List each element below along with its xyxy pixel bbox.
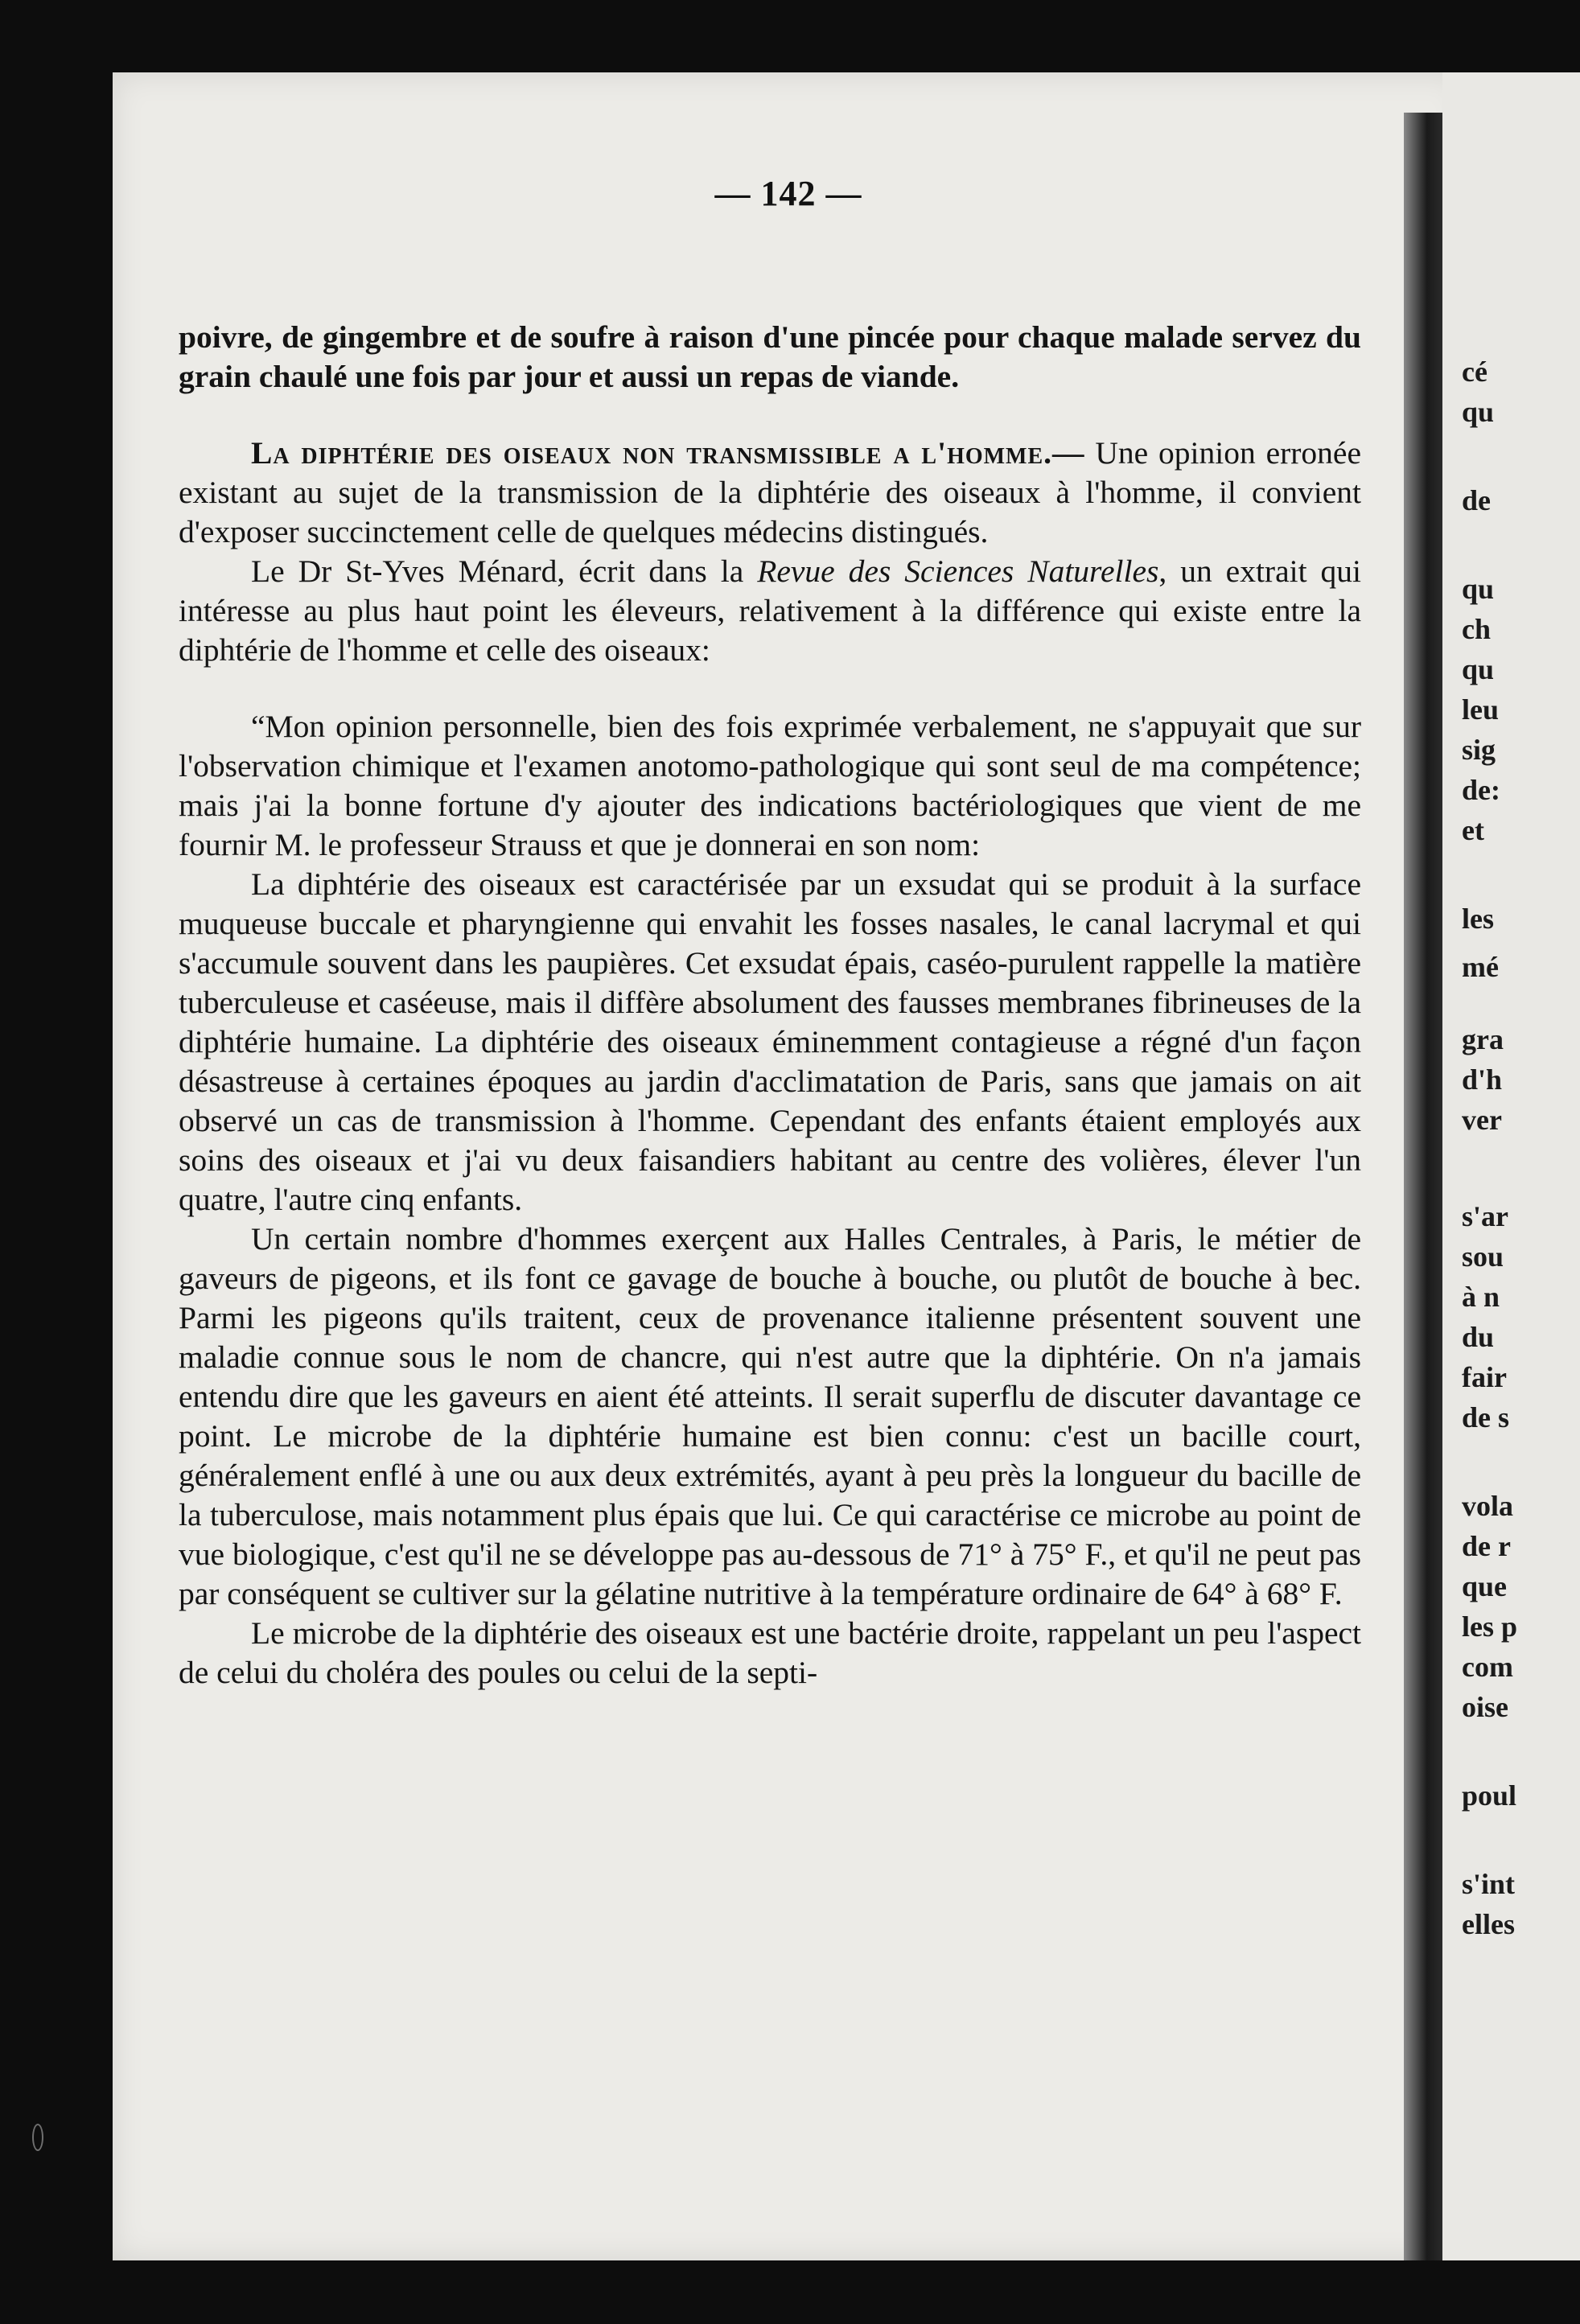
- paragraph-heading-diphtherie: [179, 434, 1361, 552]
- next-page-fragment: qu: [1462, 573, 1495, 605]
- next-page-fragment: s'int: [1462, 1868, 1516, 1900]
- next-page-fragment: à n: [1462, 1281, 1500, 1313]
- paragraph-menard: [179, 552, 1361, 670]
- next-page-fragment: poul: [1462, 1779, 1517, 1812]
- next-page-fragment: mé: [1462, 951, 1499, 983]
- book-gutter: [1404, 113, 1442, 2260]
- next-page-fragment: de r: [1462, 1530, 1511, 1562]
- paragraph-halles-centrales: Un certain nombre d'hommes exerçent aux Halles Centrales, à Paris, le métier de gaveurs de pigeons, et ils font ce gavage de bouche à bouche, ou plutôt de bouche à bec. Parmi les pigeons qu'ils traitent, ceux de provenance italienne présentent souvent une maladie connue sous le nom de chancre, qui n'est autre que la diphtérie. On n'a jamais entendu dire que les gaveurs en aient été atteints. Il serait superflu de discuter davantage ce point. Le microbe de la diphtérie humaine est bien connu: c'est un bacille court, généralement enflé à une ou aux deux extrémités, ayant à peu près la longueur du bacille de la tuberculose, mais notamment plus épais que lui. Ce qui caractérise ce microbe au point de vue biologique, c'est qu'il ne se développe pas au-dessous de 71° à 75° F., et qu'il ne peut pas par conséquent se cultiver sur la gélatine nutritive à la température ordinaire de 64° à 68° F.: [179, 1221, 1361, 1611]
- paragraph-diphtherie-oiseaux: La diphtérie des oiseaux est caractérisée par un exsudat qui se produit à la surface muqueuse buccale et pharyngienne qui envahit les fosses nasales, le canal lacrymal et qui s'accumule souvent dans les paupières. Cet exsudat épais, caséo-purulent rappelle la matière tuberculeuse et caséeuse, mais il diffère absolument des fausses membranes fibrineuses de la diphtérie humaine. La diphtérie des oiseaux éminemment contagieuse a régné d'un façon désastreuse à certaines époques au jardin d'acclimatation de Paris, sans que jamais on ait observé un cas de transmission à l'homme. Cependant des enfants étaient employés aux soins des oiseaux et j'ai vu deux faisandiers habitant au centre des volières, élever l'un quatre, l'autre cinq enfants.: [179, 866, 1361, 1217]
- next-page-fragment: les p: [1462, 1610, 1518, 1643]
- paragraph-continued: poivre, de gingembre et de soufre à raison d'une pincée pour chaque malade servez du grain chaulé une fois par jour et aussi un repas de viande.: [179, 319, 1361, 394]
- next-page-fragment: de s: [1462, 1401, 1510, 1433]
- next-page-fragment: et: [1462, 814, 1484, 846]
- section-heading: La diphtérie des oiseaux non transmissible a l'homme.—: [251, 435, 1085, 471]
- next-page-fragment: de:: [1462, 774, 1500, 806]
- paragraph-text: , un extrait qui intéresse au plus haut point les éleveurs, relativement à la différence qui existe entre la diphtérie de l'homme et celle des oiseaux:: [179, 553, 1362, 668]
- next-page-fragment: cé: [1462, 356, 1487, 388]
- next-page-fragment: qu: [1462, 396, 1495, 428]
- paragraph-text: Une opinion erronée existant au sujet de la transmission de la diphtérie des oiseaux à l'homme, il convient d'exposer succinctement celle de quelques médecins distingués.: [179, 435, 1361, 549]
- paragraph-microbe: Le microbe de la diphtérie des oiseaux est une bactérie droite, rappelant un peu l'aspect de celui du choléra des poules ou celui de la septi-: [179, 1615, 1361, 1690]
- next-page-fragment: s'ar: [1462, 1200, 1508, 1232]
- next-page-fragment: gra: [1462, 1023, 1504, 1055]
- next-page-fragment: ch: [1462, 613, 1491, 645]
- next-page-fragment: d'h: [1462, 1063, 1503, 1096]
- next-page-fragment: ver: [1462, 1104, 1502, 1136]
- next-page-fragment: de: [1462, 484, 1491, 516]
- next-page-fragment: du: [1462, 1321, 1495, 1353]
- next-page-fragment: que: [1462, 1570, 1508, 1602]
- next-page-fragment: qu: [1462, 653, 1495, 685]
- next-page-fragment: leu: [1462, 693, 1500, 726]
- journal-title: Revue des Sciences Naturelles: [757, 553, 1159, 589]
- next-page-fragment: com: [1462, 1651, 1513, 1683]
- next-page-fragment: elles: [1462, 1908, 1515, 1940]
- scan-artifact: [32, 2124, 43, 2151]
- paragraph-text: Le Dr St-Yves Ménard, écrit dans la: [251, 553, 758, 589]
- next-page-fragment: oise: [1462, 1691, 1508, 1723]
- next-page-fragment: sou: [1462, 1240, 1504, 1273]
- next-page-fragment: les: [1462, 903, 1494, 935]
- next-page-fragment: fair: [1462, 1361, 1507, 1393]
- next-page-fragment: sig: [1462, 734, 1496, 766]
- paragraph-quote-opinion: “Mon opinion personnelle, bien des fois exprimée verbalement, ne s'appuyait que sur l'observation chimique et l'examen anotomo-pathologique qui sont seul de ma compétence; mais j'ai la bonne fortune d'y ajouter des indications bactériologiques que vient de me fournir M. le professeur Strauss et que je donnerai en son nom:: [179, 709, 1361, 862]
- page-number: — 142 —: [714, 174, 862, 213]
- next-page-fragment: vola: [1462, 1490, 1514, 1522]
- page-body: [179, 318, 1361, 1693]
- adjacent-page: [1442, 72, 1580, 2260]
